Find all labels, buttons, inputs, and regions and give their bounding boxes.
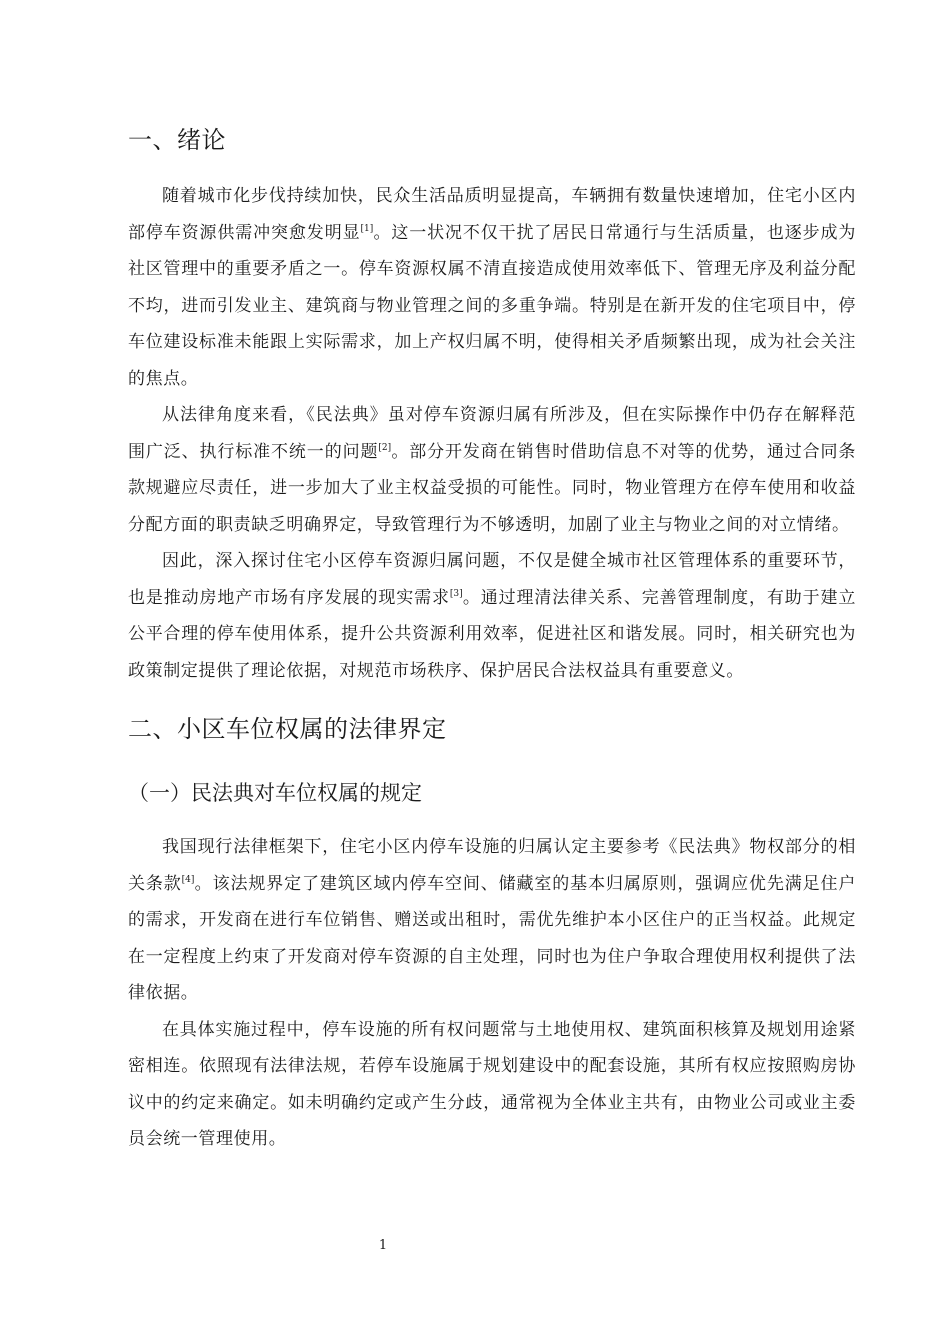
citation-ref[interactable]: [3] <box>449 588 463 599</box>
paragraph: 从法律角度来看，《民法典》虽对停车资源归属有所涉及，但在实际操作中仍存在解释范围广泛、执行标准不统一的问题[2]。部分开发商在销售时借助信息不对等的优势，通过合同条款规避应尽责任，进一步加大了业主权益受损的可能性。同时，物业管理方在停车使用和收益分配方面的职责缺乏明确界定，导致管理行为不够透明，加剧了业主与物业之间的对立情绪。 <box>128 405 856 535</box>
paragraph: 在具体实施过程中，停车设施的所有权问题常与土地使用权、建筑面积核算及规划用途紧密相连。依照现有法律法规，若停车设施属于规划建设中的配套设施，其所有权应按照购房协议中的约定来确定。如未明确约定或产生分歧，通常视为全体业主共有，由物业公司或业主委员会统一管理使用。 <box>128 1019 856 1149</box>
citation-ref[interactable]: [2] <box>378 442 392 453</box>
citation-ref[interactable]: [1] <box>360 223 374 234</box>
page-content <box>128 120 856 1158</box>
section-title-introduction: 一、绪论 <box>128 126 226 154</box>
section-title-legal-definition: 二、小区车位权属的法律界定 <box>128 715 447 743</box>
page-number: 1 <box>378 1238 388 1253</box>
paragraph: 我国现行法律框架下，住宅小区内停车设施的归属认定主要参考《民法典》物权部分的相关条款[4]。该法规界定了建筑区域内停车空间、储藏室的基本归属原则，强调应优先满足住户的需求，开发商在进行车位销售、赠送或出租时，需优先维护本小区住户的正当权益。此规定在一定程度上约束了开发商对停车资源的自主处理，同时也为住户争取合理使用权利提供了法律依据。 <box>128 837 856 1003</box>
citation-ref[interactable]: [4] <box>181 874 195 885</box>
subsection-title-civil-code: （一）民法典对车位权属的规定 <box>128 781 422 805</box>
paragraph: 因此，深入探讨住宅小区停车资源归属问题，不仅是健全城市社区管理体系的重要环节，也是推动房地产市场有序发展的现实需求[3]。通过理清法律关系、完善管理制度，有助于建立公平合理的停车使用体系，提升公共资源利用效率，促进社区和谐发展。同时，相关研究也为政策制定提供了理论依据，对规范市场秩序、保护居民合法权益具有重要意义。 <box>128 551 856 681</box>
paragraph: 随着城市化步伐持续加快，民众生活品质明显提高，车辆拥有数量快速增加，住宅小区内部停车资源供需冲突愈发明显[1]。这一状况不仅干扰了居民日常通行与生活质量，也逐步成为社区管理中的重要矛盾之一。停车资源权属不清直接造成使用效率低下、管理无序及利益分配不均，进而引发业主、建筑商与物业管理之间的多重争端。特别是在新开发的住宅项目中，停车位建设标准未能跟上实际需求，加上产权归属不明，使得相关矛盾频繁出现，成为社会关注的焦点。 <box>128 186 856 389</box>
